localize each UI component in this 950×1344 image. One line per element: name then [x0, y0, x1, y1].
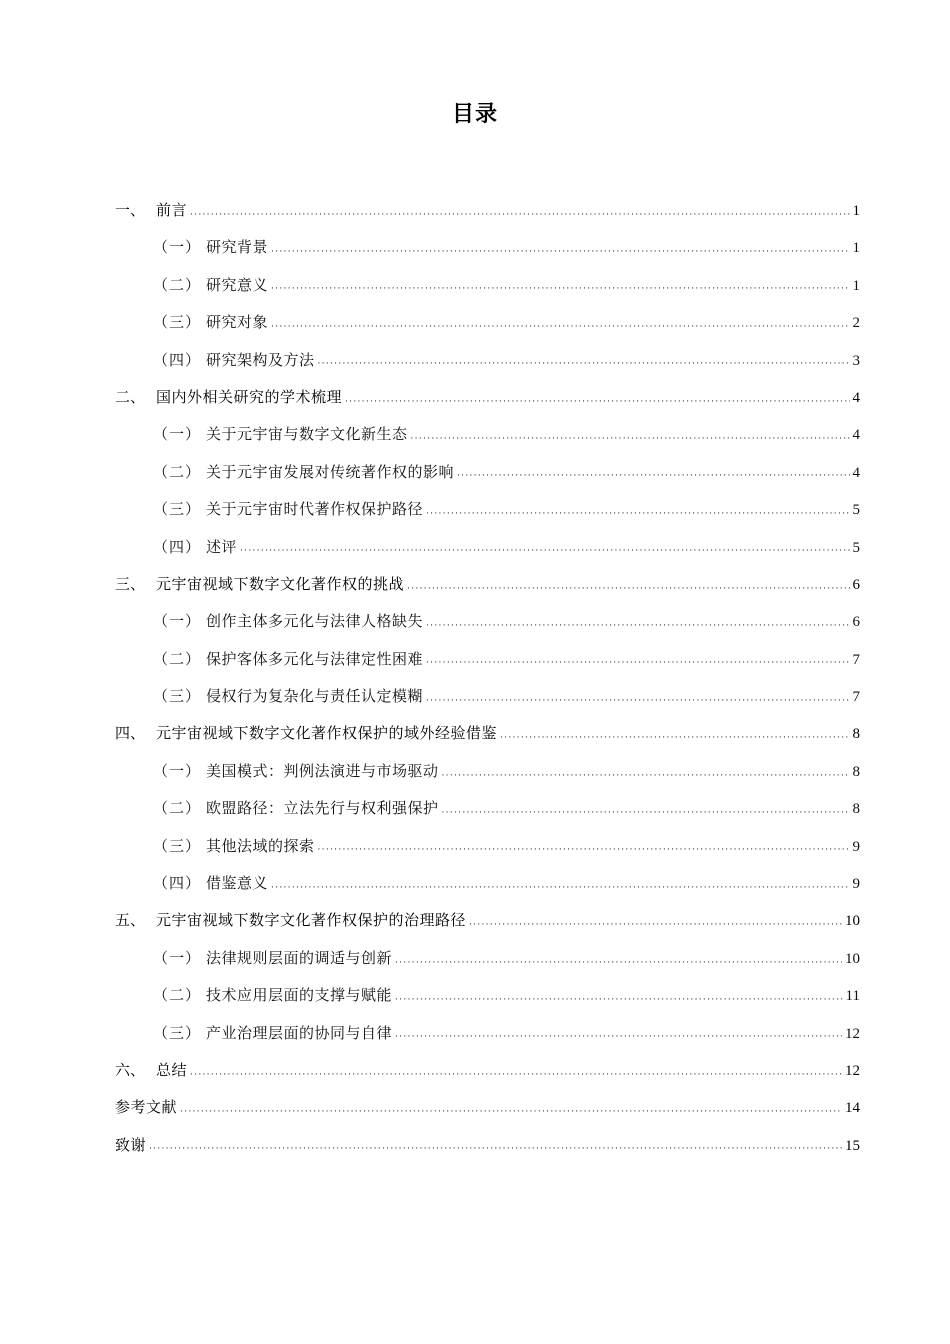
toc-page-number: 8	[852, 801, 860, 818]
toc-section-entry[interactable]	[115, 347, 860, 384]
toc-dot-leader	[411, 426, 850, 452]
toc-page-number: 6	[852, 614, 860, 631]
toc-entry-title: 总结	[156, 1060, 188, 1079]
toc-chapter-entry[interactable]	[115, 197, 860, 234]
toc-dot-leader	[149, 1136, 842, 1162]
toc-dot-leader	[345, 389, 849, 415]
toc-page-number: 4	[852, 464, 860, 481]
toc-dot-leader	[190, 1062, 842, 1088]
toc-page-number: 11	[845, 988, 860, 1005]
toc-chapter-entry[interactable]	[115, 571, 860, 608]
toc-entry-number: （一）	[153, 948, 202, 967]
toc-entry-number: 四、	[115, 724, 146, 743]
toc-entry-title: 述评	[206, 537, 238, 556]
toc-chapter-entry[interactable]	[115, 907, 860, 944]
toc-dot-leader	[271, 239, 849, 265]
toc-entry-number: （四）	[153, 350, 202, 369]
toc-entry-title: 保护客体多元化与法律定性困难	[206, 649, 424, 668]
toc-chapter-entry[interactable]	[115, 1094, 860, 1131]
toc-entry-title: 其他法域的探索	[206, 836, 315, 855]
toc-chapter-entry[interactable]	[115, 720, 860, 757]
toc-entry-title: 关于元宇宙时代著作权保护路径	[206, 500, 424, 519]
toc-dot-leader	[395, 987, 843, 1013]
toc-entry-number: （三）	[153, 1023, 202, 1042]
toc-entry-number: 六、	[115, 1060, 146, 1079]
toc-page-number: 1	[852, 203, 860, 219]
toc-entry-number: （二）	[153, 649, 202, 668]
toc-entry-number: （三）	[153, 836, 202, 855]
toc-section-entry[interactable]	[115, 496, 860, 533]
toc-page-number: 9	[852, 876, 860, 893]
toc-dot-leader	[240, 538, 849, 564]
toc-dot-leader	[457, 463, 849, 489]
toc-entry-number: 一、	[115, 201, 146, 219]
toc-chapter-entry[interactable]	[115, 384, 860, 421]
toc-section-entry[interactable]	[115, 459, 860, 496]
toc-dot-leader	[395, 1024, 842, 1050]
toc-entry-number: （四）	[153, 874, 202, 893]
toc-page-number: 5	[852, 502, 860, 519]
toc-section-entry[interactable]	[115, 309, 860, 346]
toc-page-number: 12	[845, 1062, 860, 1079]
toc-entry-title: 欧盟路径：立法先行与权利强保护	[206, 799, 439, 818]
toc-dot-leader	[271, 276, 849, 302]
page-title: 目录	[451, 102, 498, 127]
toc-section-entry[interactable]	[115, 646, 860, 683]
toc-dot-leader	[271, 314, 849, 340]
toc-entry-number: （三）	[153, 313, 202, 332]
toc-dot-leader	[469, 912, 842, 938]
toc-section-entry[interactable]	[115, 870, 860, 907]
toc-section-entry[interactable]	[115, 758, 860, 795]
toc-dot-leader	[426, 613, 849, 639]
toc-dot-leader	[426, 650, 849, 676]
toc-dot-leader	[318, 837, 850, 863]
toc-section-entry[interactable]	[115, 683, 860, 720]
toc-entry-title: 研究架构及方法	[206, 350, 315, 369]
toc-section-entry[interactable]	[115, 982, 860, 1019]
toc-page-number: 4	[852, 389, 860, 406]
toc-entry-title: 侵权行为复杂化与责任认定模糊	[206, 687, 424, 706]
toc-page-number: 2	[852, 315, 860, 332]
toc-dot-leader	[426, 501, 849, 527]
toc-entry-title: 研究意义	[206, 275, 269, 294]
toc-entry-number: （三）	[153, 500, 202, 519]
toc-dot-leader	[500, 725, 849, 751]
toc-entry-number: 二、	[115, 387, 146, 406]
toc-page-number: 8	[852, 726, 860, 743]
toc-page-number: 1	[852, 277, 860, 294]
toc-dot-leader	[180, 1099, 842, 1125]
table-of-contents	[115, 197, 860, 1169]
toc-dot-leader	[190, 202, 849, 228]
toc-section-entry[interactable]	[115, 945, 860, 982]
toc-section-entry[interactable]	[115, 833, 860, 870]
toc-page-number: 9	[852, 838, 860, 855]
toc-entry-number: （一）	[153, 238, 202, 257]
toc-entry-number: （二）	[153, 799, 202, 818]
toc-dot-leader	[442, 763, 850, 789]
toc-entry-title: 元宇宙视域下数字文化著作权的挑战	[156, 574, 405, 593]
toc-page-number: 3	[852, 352, 860, 369]
toc-page-number: 10	[845, 913, 860, 930]
toc-page-number: 14	[845, 1100, 860, 1117]
toc-page-number: 1	[852, 240, 860, 257]
toc-entry-number: （二）	[153, 275, 202, 294]
toc-section-entry[interactable]	[115, 421, 860, 458]
toc-page-number: 12	[845, 1025, 860, 1042]
toc-page-number: 5	[852, 539, 860, 556]
toc-section-entry[interactable]	[115, 1020, 860, 1057]
toc-entry-title: 研究背景	[206, 238, 269, 257]
toc-dot-leader	[442, 800, 850, 826]
toc-page-number: 15	[845, 1137, 860, 1154]
toc-section-entry[interactable]	[115, 234, 860, 271]
toc-chapter-entry[interactable]	[115, 1057, 860, 1094]
toc-dot-leader	[407, 576, 849, 602]
toc-entry-number: （三）	[153, 687, 202, 706]
toc-entry-title: 产业治理层面的协同与自律	[206, 1023, 393, 1042]
toc-section-entry[interactable]	[115, 795, 860, 832]
toc-section-entry[interactable]	[115, 608, 860, 645]
toc-entry-title: 国内外相关研究的学术梳理	[156, 387, 343, 406]
toc-entry-title: 美国模式：判例法演进与市场驱动	[206, 761, 439, 780]
toc-entry-number: （一）	[153, 612, 202, 631]
toc-dot-leader	[395, 950, 842, 976]
toc-page-number: 4	[852, 427, 860, 444]
toc-entry-title: 创作主体多元化与法律人格缺失	[206, 612, 424, 631]
toc-entry-number: （二）	[153, 986, 202, 1005]
toc-entry-title: 研究对象	[206, 313, 269, 332]
toc-entry-number: （一）	[153, 425, 202, 444]
toc-chapter-entry[interactable]	[115, 1132, 860, 1169]
toc-entry-title: 法律规则层面的调适与创新	[206, 948, 393, 967]
toc-entry-title: 元宇宙视域下数字文化著作权保护的域外经验借鉴	[156, 724, 498, 743]
toc-page-number: 10	[845, 950, 860, 967]
toc-page-number: 7	[852, 689, 860, 706]
toc-dot-leader	[271, 875, 849, 901]
toc-entry-number: （二）	[153, 462, 202, 481]
toc-dot-leader	[318, 351, 850, 377]
toc-entry-title: 前言	[156, 201, 188, 219]
toc-entry-title: 致谢	[115, 1135, 147, 1154]
toc-entry-title: 关于元宇宙与数字文化新生态	[206, 425, 408, 444]
toc-entry-number: 五、	[115, 911, 146, 930]
toc-entry-title: 技术应用层面的支撑与赋能	[206, 986, 393, 1005]
toc-page-number: 6	[852, 576, 860, 593]
toc-section-entry[interactable]	[115, 272, 860, 309]
toc-entry-number: （四）	[153, 537, 202, 556]
toc-page-number: 8	[852, 763, 860, 780]
toc-entry-number: （一）	[153, 761, 202, 780]
toc-dot-leader	[426, 688, 849, 714]
toc-entry-title: 关于元宇宙发展对传统著作权的影响	[206, 462, 455, 481]
toc-entry-title: 借鉴意义	[206, 874, 269, 893]
toc-entry-title: 元宇宙视域下数字文化著作权保护的治理路径	[156, 911, 467, 930]
toc-section-entry[interactable]	[115, 534, 860, 571]
toc-page-number: 7	[852, 651, 860, 668]
toc-entry-title: 参考文献	[115, 1098, 178, 1117]
toc-entry-number: 三、	[115, 574, 146, 593]
